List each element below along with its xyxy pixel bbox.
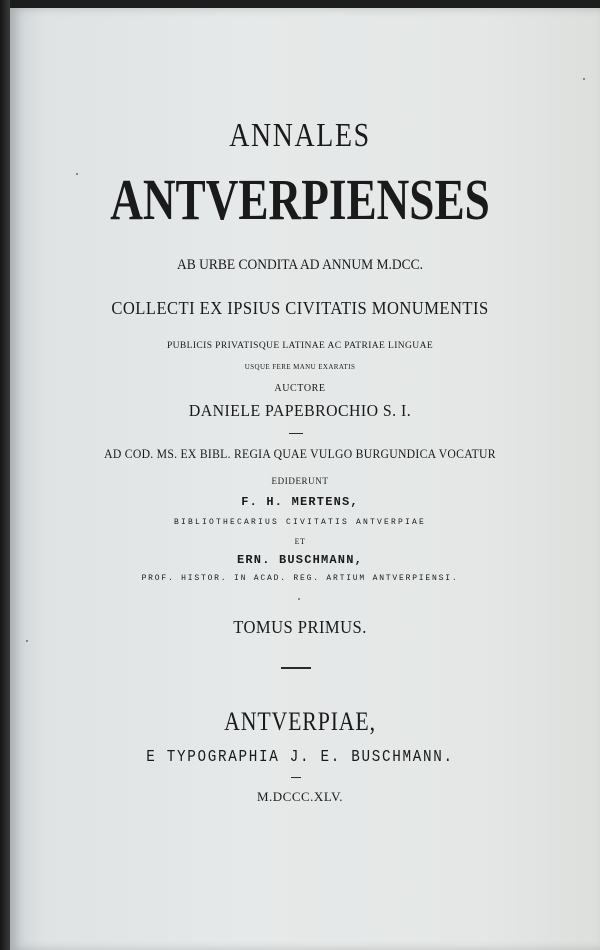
subtitle-ab-urbe: AB URBE CONDITA AD ANNUM M.DCC. (176, 257, 424, 273)
volume-label: TOMUS PRIMUS. (233, 617, 367, 637)
editor-buschmann: ERN. BUSCHMANN, (236, 553, 364, 567)
et-label: ET (294, 537, 306, 546)
manuscript-source: AD COD. MS. EX BIBL. REGIA QUAE VULGO BURGUNDICA VOCATUR (104, 446, 496, 461)
subtitle-publicis: PUBLICIS PRIVATISQUE LATINAE AC PATRIAE LINGUAE (166, 341, 434, 351)
author-name: DANIELE PAPEBROCHIO S. I. (188, 401, 412, 420)
small-divider (291, 777, 301, 778)
subtitle-usque: USQUE FERE MANU EXARATIS (244, 363, 356, 371)
editor-buschmann-role: PROF. HISTOR. IN ACAD. REG. ARTIUM ANTVERPIENSI. (141, 574, 459, 583)
title-line-annales: ANNALES (229, 117, 371, 154)
imprint-year: M.DCCC.XLV. (256, 789, 344, 804)
main-title: ANTVERPIENSES (110, 167, 490, 232)
editor-mertens-role: BIBLIOTHECARIUS CIVITATIS ANTVERPIAE (173, 518, 427, 527)
imprint-printer: E TYPOGRAPHIA J. E. BUSCHMANN. (146, 748, 454, 767)
ediderunt-label: EDIDERUNT (271, 476, 329, 486)
paper-speck (26, 640, 28, 642)
imprint-place: ANTVERPIAE, (224, 707, 376, 736)
book-gutter-shadow (0, 0, 10, 950)
short-divider (289, 433, 303, 434)
auctore-label: AUCTORE (274, 383, 326, 394)
subtitle-collecti: COLLECTI EX IPSIUS CIVITATIS MONUMENTIS (111, 298, 489, 318)
long-divider (281, 667, 311, 669)
editor-mertens: F. H. MERTENS, (241, 495, 359, 509)
paper-speck (298, 598, 300, 600)
paper-speck (583, 78, 585, 80)
